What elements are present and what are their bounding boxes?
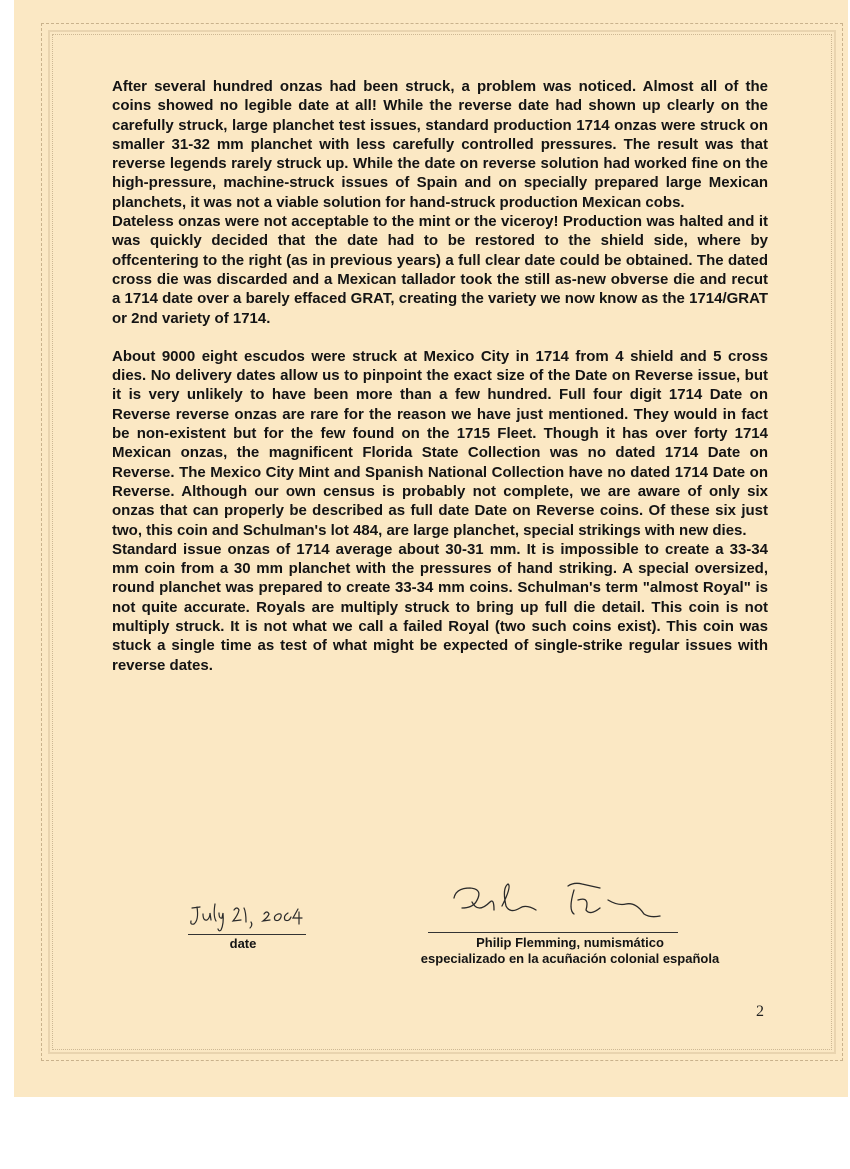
paragraph-4: Standard issue onzas of 1714 average about 30-31 mm. It is impossible to create a 33-34 mm coin from a 30 mm planchet with the pressures of hand striking. A special oversized, round planchet was prepared to create 33-34 mm coins. Schulman's term "almost Royal" is not quite accurate. Royals are multiply struck to bring up full die detail. This coin is not multiply struck. It is not what we call a failed Royal (two such coins exist). This coin was stuck a single time as test of what might be expected of single-strike regular issues with reverse dates. — [112, 540, 768, 674]
date-line — [188, 934, 306, 935]
signer-title: especializado en la acuñación colonial española — [420, 951, 720, 966]
handwritten-date — [188, 894, 308, 934]
paragraph-1: After several hundred onzas had been struck, a problem was noticed. Almost all of the coins showed no legible date at all! While the reverse date had shown up clearly on the carefully struck, large planchet test issues, standard production 1714 onzas were struck on smaller 31-32 mm planchet with less carefully controlled pressures. The result was that reverse legends rarely struck up. While the date on reverse solution had worked fine on the high-pressure, machine-struck issues of Spain and on specially prepared large Mexican planchets, it was not a viable solution for hand-struck production Mexican cobs. — [112, 78, 768, 211]
signer-name: Philip Flemming, numismático — [476, 935, 664, 950]
paragraph-3: About 9000 eight escudos were struck at Mexico City in 1714 from 4 shield and 5 cross dies. No delivery dates allow us to pinpoint the exact size of the Date on Reverse issue, but it is very unlikely to have been more than a few hundred. Full four digit 1714 Date on Reverse reverse onzas are rare for the reason we have just mentioned. They would in fact be non-existent but for the few found on the 1715 Fleet. Though it has over forty 1714 Mexican onzas, the magnificent Florida State Collection was no dated 1714 Date on Reverse. The Mexico City Mint and Spanish National Collection have no dated 1714 Date on Reverse. Although our own census is probably not complete, we are aware of only six onzas that can properly be described as full date Date on Reverse coins. Of these six just two, this coin and Schulman's lot 484, are large planchet, special strikings with new dies. — [112, 347, 768, 539]
page-number: 2 — [756, 1003, 764, 1020]
body-text — [112, 77, 768, 675]
signature — [450, 880, 680, 930]
signature-line — [428, 932, 678, 933]
date-label: date — [229, 936, 257, 951]
paragraph-2: Dateless onzas were not acceptable to the mint or the viceroy! Production was halted and it was quickly decided that the date had to be restored to the shield side, where by offcentering to the right (as in previous years) a full clear date could be obtained. The dated cross die was discarded and a Mexican tallador took the still as-new obverse die and recut a 1714 date over a barely effaced GRAT, creating the variety we now know as the 1714/GRAT or 2nd variety of 1714. — [112, 213, 768, 327]
signer-block — [400, 935, 740, 967]
